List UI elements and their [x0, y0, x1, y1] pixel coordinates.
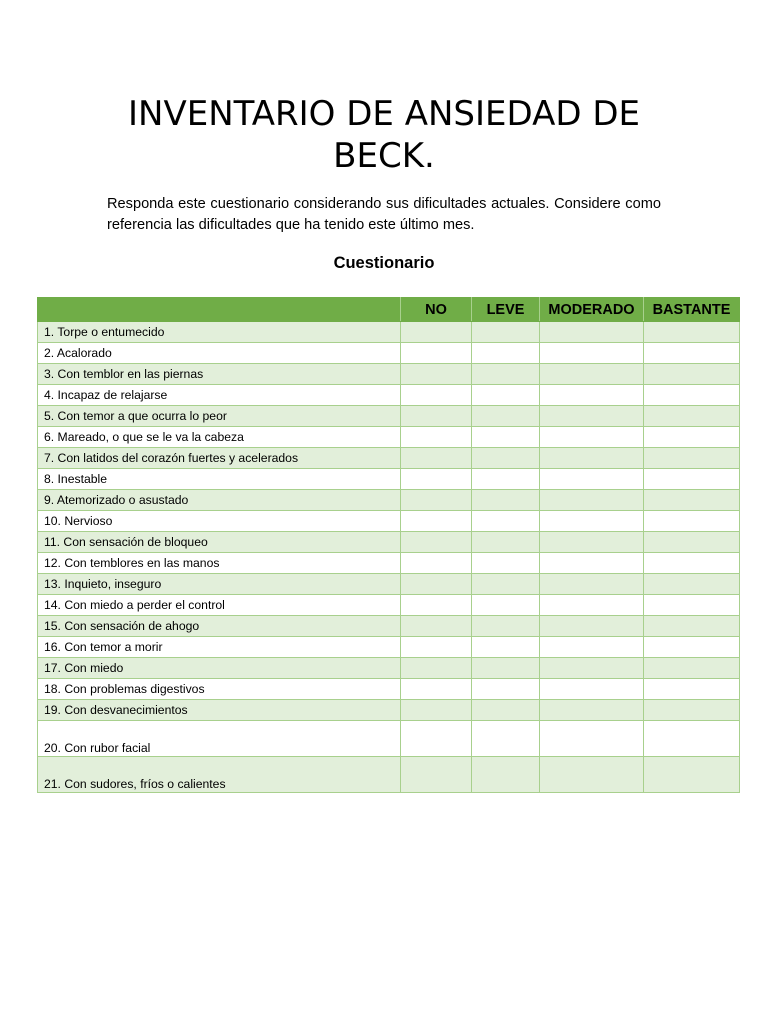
answer-cell-bastante[interactable] — [644, 385, 740, 406]
answer-cell-bastante[interactable] — [644, 721, 740, 757]
answer-cell-moderado[interactable] — [540, 553, 644, 574]
section-subtitle: Cuestionario — [333, 254, 435, 272]
answer-cell-bastante[interactable] — [644, 469, 740, 490]
answer-cell-bastante[interactable] — [644, 427, 740, 448]
item-label: 8. Inestable — [38, 469, 401, 490]
table-row — [38, 469, 740, 490]
item-label: 11. Con sensación de bloqueo — [38, 532, 401, 553]
answer-cell-no[interactable] — [401, 343, 472, 364]
table-row — [38, 553, 740, 574]
answer-cell-no[interactable] — [401, 427, 472, 448]
item-label: 16. Con temor a morir — [38, 637, 401, 658]
table-row — [38, 679, 740, 700]
answer-cell-no[interactable] — [401, 595, 472, 616]
header-bastante: BASTANTE — [644, 298, 740, 322]
answer-cell-no[interactable] — [401, 658, 472, 679]
table-row — [38, 757, 740, 793]
header-leve: LEVE — [472, 298, 540, 322]
item-label: 2. Acalorado — [38, 343, 401, 364]
answer-cell-no[interactable] — [401, 490, 472, 511]
answer-cell-moderado[interactable] — [540, 532, 644, 553]
answer-cell-leve[interactable] — [472, 343, 540, 364]
item-label: 7. Con latidos del corazón fuertes y acelerados — [38, 448, 401, 469]
item-label: 4. Incapaz de relajarse — [38, 385, 401, 406]
instructions-paragraph: Responda este cuestionario considerando sus dificultades actuales. Considere como referencia las dificultades que ha tenido este último mes. — [107, 196, 661, 233]
answer-cell-no[interactable] — [401, 322, 472, 343]
answer-cell-moderado[interactable] — [540, 700, 644, 721]
table-row — [38, 490, 740, 511]
answer-cell-moderado[interactable] — [540, 637, 644, 658]
answer-cell-leve[interactable] — [472, 574, 540, 595]
answer-cell-no[interactable] — [401, 364, 472, 385]
item-label: 20. Con rubor facial — [38, 721, 401, 757]
table-row — [38, 406, 740, 427]
answer-cell-leve[interactable] — [472, 532, 540, 553]
answer-cell-bastante[interactable] — [644, 658, 740, 679]
answer-cell-bastante[interactable] — [644, 679, 740, 700]
answer-cell-no[interactable] — [401, 616, 472, 637]
answer-cell-bastante[interactable] — [644, 364, 740, 385]
item-label: 14. Con miedo a perder el control — [38, 595, 401, 616]
answer-cell-moderado[interactable] — [540, 322, 644, 343]
item-label: 10. Nervioso — [38, 511, 401, 532]
answer-cell-no[interactable] — [401, 757, 472, 793]
answer-cell-leve[interactable] — [472, 322, 540, 343]
answer-cell-leve[interactable] — [472, 595, 540, 616]
answer-cell-leve[interactable] — [472, 469, 540, 490]
answer-cell-moderado[interactable] — [540, 679, 644, 700]
answer-cell-moderado[interactable] — [540, 490, 644, 511]
answer-cell-moderado[interactable] — [540, 658, 644, 679]
answer-cell-leve[interactable] — [472, 616, 540, 637]
answer-cell-moderado[interactable] — [540, 385, 644, 406]
answer-cell-moderado[interactable] — [540, 406, 644, 427]
answer-cell-moderado[interactable] — [540, 574, 644, 595]
table-row — [38, 364, 740, 385]
answer-cell-moderado[interactable] — [540, 616, 644, 637]
answer-cell-leve[interactable] — [472, 364, 540, 385]
table-row — [38, 511, 740, 532]
answer-cell-leve[interactable] — [472, 721, 540, 757]
answer-cell-bastante[interactable] — [644, 574, 740, 595]
answer-cell-no[interactable] — [401, 721, 472, 757]
item-label: 5. Con temor a que ocurra lo peor — [38, 406, 401, 427]
answer-cell-no[interactable] — [401, 511, 472, 532]
item-label: 17. Con miedo — [38, 658, 401, 679]
header-no: NO — [401, 298, 472, 322]
answer-cell-bastante[interactable] — [644, 553, 740, 574]
answer-cell-moderado[interactable] — [540, 757, 644, 793]
answer-cell-moderado[interactable] — [540, 721, 644, 757]
table-row — [38, 574, 740, 595]
answer-cell-moderado[interactable] — [540, 469, 644, 490]
inventory-table — [37, 297, 740, 793]
answer-cell-leve[interactable] — [472, 490, 540, 511]
answer-cell-leve[interactable] — [472, 511, 540, 532]
answer-cell-bastante[interactable] — [644, 595, 740, 616]
table-row — [38, 721, 740, 757]
item-label: 21. Con sudores, fríos o calientes — [38, 757, 401, 793]
document-title: INVENTARIO DE ANSIEDAD DE BECK. — [128, 94, 640, 176]
answer-cell-bastante[interactable] — [644, 406, 740, 427]
answer-cell-bastante[interactable] — [644, 322, 740, 343]
table-row — [38, 385, 740, 406]
answer-cell-bastante[interactable] — [644, 448, 740, 469]
answer-cell-no[interactable] — [401, 679, 472, 700]
answer-cell-leve[interactable] — [472, 406, 540, 427]
item-label: 19. Con desvanecimientos — [38, 700, 401, 721]
answer-cell-leve[interactable] — [472, 385, 540, 406]
answer-cell-no[interactable] — [401, 700, 472, 721]
answer-cell-no[interactable] — [401, 385, 472, 406]
answer-cell-moderado[interactable] — [540, 511, 644, 532]
item-label: 3. Con temblor en las piernas — [38, 364, 401, 385]
answer-cell-leve[interactable] — [472, 700, 540, 721]
item-label: 12. Con temblores en las manos — [38, 553, 401, 574]
table-row — [38, 616, 740, 637]
table-row — [38, 427, 740, 448]
item-label: 9. Atemorizado o asustado — [38, 490, 401, 511]
table-row — [38, 595, 740, 616]
answer-cell-moderado[interactable] — [540, 595, 644, 616]
answer-cell-leve[interactable] — [472, 679, 540, 700]
answer-cell-leve[interactable] — [472, 427, 540, 448]
header-item-column — [38, 298, 401, 322]
table-header-row — [38, 298, 740, 322]
answer-cell-bastante[interactable] — [644, 757, 740, 793]
answer-cell-bastante[interactable] — [644, 616, 740, 637]
answer-cell-leve[interactable] — [472, 757, 540, 793]
table-row — [38, 448, 740, 469]
answer-cell-no[interactable] — [401, 553, 472, 574]
table-row — [38, 700, 740, 721]
answer-cell-bastante[interactable] — [644, 532, 740, 553]
answer-cell-no[interactable] — [401, 637, 472, 658]
answer-cell-no[interactable] — [401, 448, 472, 469]
answer-cell-moderado[interactable] — [540, 364, 644, 385]
table-row — [38, 637, 740, 658]
answer-cell-leve[interactable] — [472, 448, 540, 469]
item-label: 1. Torpe o entumecido — [38, 322, 401, 343]
answer-cell-leve[interactable] — [472, 658, 540, 679]
answer-cell-no[interactable] — [401, 469, 472, 490]
answer-cell-moderado[interactable] — [540, 427, 644, 448]
answer-cell-no[interactable] — [401, 574, 472, 595]
answer-cell-bastante[interactable] — [644, 490, 740, 511]
table-body — [38, 322, 740, 793]
answer-cell-moderado[interactable] — [540, 448, 644, 469]
table-row — [38, 322, 740, 343]
item-label: 18. Con problemas digestivos — [38, 679, 401, 700]
table-row — [38, 532, 740, 553]
answer-cell-leve[interactable] — [472, 553, 540, 574]
answer-cell-bastante[interactable] — [644, 700, 740, 721]
item-label: 15. Con sensación de ahogo — [38, 616, 401, 637]
answer-cell-moderado[interactable] — [540, 343, 644, 364]
answer-cell-no[interactable] — [401, 406, 472, 427]
answer-cell-bastante[interactable] — [644, 511, 740, 532]
answer-cell-leve[interactable] — [472, 637, 540, 658]
answer-cell-no[interactable] — [401, 532, 472, 553]
item-label: 6. Mareado, o que se le va la cabeza — [38, 427, 401, 448]
answer-cell-bastante[interactable] — [644, 343, 740, 364]
header-moderado: MODERADO — [540, 298, 644, 322]
item-label: 13. Inquieto, inseguro — [38, 574, 401, 595]
table-row — [38, 658, 740, 679]
answer-cell-bastante[interactable] — [644, 637, 740, 658]
table-row — [38, 343, 740, 364]
